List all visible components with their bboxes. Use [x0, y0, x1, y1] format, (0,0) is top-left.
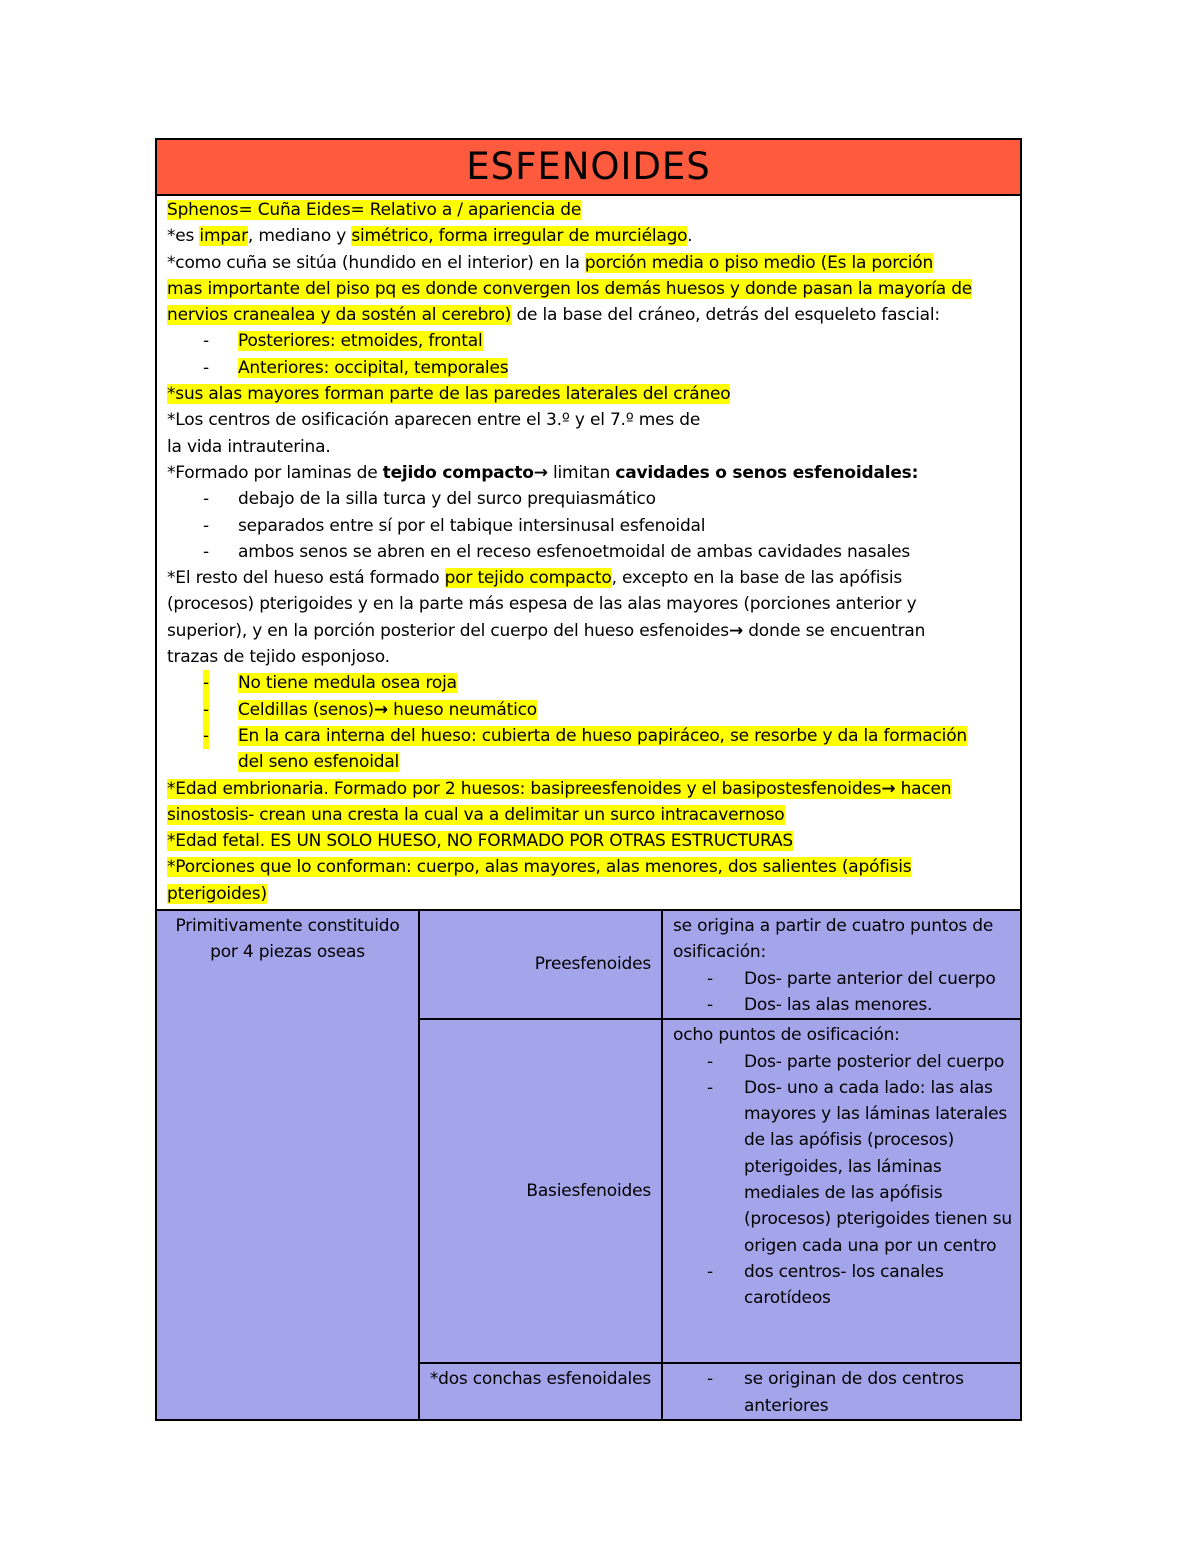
text: la vida intrauterina.	[167, 436, 331, 457]
text: *Edad embrionaria. Formado por 2 huesos: basipreesfenoides y el basipostesfenoides	[167, 778, 882, 799]
highlight: sinostosis- crean una cresta la cual va a delimitar un surco intracavernoso	[167, 804, 785, 825]
line-importante	[167, 276, 1010, 302]
highlight: nervios cranealea y da sostén al cerebro)	[167, 305, 512, 326]
preesfenoides-item-2	[673, 992, 1014, 1018]
text: ambos senos se abren en el receso esfenoetmoidal de ambas cavidades nasales	[238, 541, 911, 562]
highlight: simétrico, forma irregular de murciélago	[351, 226, 688, 247]
line-nervios	[167, 302, 1010, 328]
line-etymology	[167, 197, 1010, 223]
text: hacen	[895, 778, 952, 799]
arrow-icon: →	[373, 699, 388, 720]
text: *Los centros de osificación aparecen entre el 3.º y el 7.º mes de	[167, 410, 701, 431]
line-formado	[167, 460, 1010, 486]
basiesfenoides-label: Basiesfenoides	[526, 1181, 651, 1202]
highlight: En la cara interna del hueso: cubierta de hueso papiráceo, se resorbe y da la formación	[238, 725, 967, 746]
bullet-dash: -	[203, 541, 209, 562]
title-cell	[156, 139, 1021, 195]
text: Dos- parte posterior del cuerpo	[744, 1051, 1005, 1072]
bullet-dash: -	[707, 968, 713, 989]
highlight: No tiene medula osea roja	[238, 673, 457, 694]
bullet-dash: -	[707, 1051, 713, 1072]
text: dos centros- los canales carotídeos	[744, 1261, 944, 1309]
bullet-dash: -	[203, 697, 209, 723]
highlight: porción media o piso medio (Es la porción	[584, 252, 934, 273]
highlight: impar	[199, 226, 248, 247]
basiesfenoides-item-2	[673, 1075, 1014, 1259]
page-title: ESFENOIDES	[466, 145, 711, 188]
line-superior	[167, 618, 1010, 644]
text: *Formado por laminas de	[167, 462, 383, 483]
line-vida	[167, 434, 1010, 460]
line-trazas	[167, 644, 1010, 670]
line-procesos	[167, 591, 1010, 617]
primitive-cell	[156, 910, 419, 1420]
bullet-celdillas	[167, 697, 1010, 723]
highlight: mas importante del piso pq es donde convergen los demás huesos y donde pasan la mayoría de	[167, 278, 973, 299]
text: limitan	[547, 462, 616, 483]
text: *es	[167, 226, 200, 247]
bullet-dash: -	[707, 1077, 713, 1098]
conchas-item-1	[673, 1366, 1014, 1419]
text: superior), y en la porción posterior del cuerpo del hueso esfenoides	[167, 620, 729, 641]
bullet-dash: -	[203, 357, 209, 378]
highlight: del seno esfenoidal	[238, 752, 400, 773]
text: de la base del cráneo, detrás del esqueleto fascial:	[511, 305, 940, 326]
bullet-separados	[167, 513, 1010, 539]
line-cuna	[167, 250, 1010, 276]
bullet-dash: -	[707, 994, 713, 1015]
basiesfenoides-detail-cell	[662, 1019, 1021, 1363]
conchas-detail-cell	[662, 1363, 1021, 1420]
text: , mediano y	[247, 226, 352, 247]
text: Celdillas (senos)	[238, 699, 374, 720]
line-centros	[167, 407, 1010, 433]
preesfenoides-detail-cell	[662, 910, 1021, 1019]
basiesfenoides-item-3	[673, 1259, 1014, 1312]
line-alas	[167, 381, 1010, 407]
esfenoides-table	[155, 138, 1022, 1421]
preesfenoides-label: Preesfenoides	[534, 954, 651, 975]
text: , excepto en la base de las apófisis	[611, 568, 903, 589]
preesfenoides-intro: se origina a partir de cuatro puntos de osificación:	[673, 916, 994, 963]
bullet-posteriores	[167, 328, 1010, 354]
arrow-icon: →	[533, 462, 548, 483]
highlight: Posteriores: etmoides, frontal	[238, 331, 483, 352]
bullet-anteriores	[167, 355, 1010, 381]
line-impar	[167, 223, 1010, 249]
line-sinostosis	[167, 802, 1010, 828]
text: .	[687, 226, 693, 247]
text: (procesos) pterigoides y en la parte más espesa de las alas mayores (porciones anterior y	[167, 594, 917, 615]
preesfenoides-name-cell	[419, 910, 662, 1019]
text: trazas de tejido esponjoso.	[167, 647, 390, 668]
arrow-icon: →	[728, 620, 744, 641]
text: Dos- uno a cada lado: las alas mayores y las láminas laterales de las apófisis (procesos) pterigoides, las láminas mediales de las apófisis (procesos) pterigoides tienen su origen cada una por un centro	[744, 1077, 1012, 1256]
bold-text: cavidades o senos esfenoidales:	[615, 462, 919, 483]
line-pterigoides	[167, 881, 1010, 907]
bullet-dash: -	[203, 489, 209, 510]
conchas-label: *dos conchas esfenoidales	[429, 1369, 651, 1390]
highlight	[238, 700, 537, 720]
bullet-cara-interna-cont	[167, 749, 1010, 775]
text: *como cuña se sitúa (hundido en el interior) en la	[167, 252, 585, 273]
highlight: *Porciones que lo conforman: cuerpo, alas mayores, alas menores, dos salientes (apófisis	[167, 857, 912, 878]
primitive-label: Primitivamente constituido por 4 piezas oseas	[175, 916, 400, 963]
text: debajo de la silla turca y del surco prequiasmático	[238, 489, 656, 510]
basiesfenoides-intro: ocho puntos de osificación:	[673, 1025, 900, 1046]
line-embrionaria	[167, 776, 1010, 802]
text: Dos- parte anterior del cuerpo	[744, 968, 996, 989]
line-resto	[167, 565, 1010, 591]
highlight: pterigoides)	[167, 883, 267, 904]
bullet-cara-interna	[167, 723, 1010, 749]
arrow-icon: →	[881, 778, 896, 799]
basiesfenoides-item-1	[673, 1049, 1014, 1075]
text: Dos- las alas menores.	[744, 994, 933, 1015]
highlight: Anteriores: occipital, temporales	[238, 357, 509, 378]
basiesfenoides-name-cell	[419, 1019, 662, 1363]
line-fetal	[167, 828, 1010, 854]
highlight: *Edad fetal. ES UN SOLO HUESO, NO FORMADO POR OTRAS ESTRUCTURAS	[167, 831, 793, 852]
highlight: *sus alas mayores forman parte de las paredes laterales del cráneo	[167, 384, 731, 405]
preesfenoides-item-1	[673, 966, 1014, 992]
bullet-dash: -	[203, 515, 209, 536]
bullet-dash: -	[203, 331, 209, 352]
text: donde se encuentran	[743, 620, 926, 641]
bullet-silla	[167, 486, 1010, 512]
text: *El resto del hueso está formado	[167, 568, 445, 589]
highlight: por tejido compacto	[444, 568, 612, 589]
highlight: Sphenos= Cuña Eides= Relativo a / apariencia de	[167, 200, 582, 220]
bullet-dash: -	[203, 670, 209, 696]
bold-text: tejido compacto	[382, 462, 534, 483]
text: se originan de dos centros anteriores	[744, 1369, 964, 1416]
text: hueso neumático	[387, 699, 537, 720]
highlight	[167, 779, 951, 799]
notes-cell	[156, 195, 1021, 910]
bullet-medula	[167, 670, 1010, 696]
conchas-name-cell	[419, 1363, 662, 1420]
bullet-ambos	[167, 539, 1010, 565]
text: separados entre sí por el tabique intersinusal esfenoidal	[238, 515, 706, 536]
bullet-dash: -	[203, 723, 209, 749]
bullet-dash: -	[707, 1369, 713, 1390]
bullet-dash: -	[707, 1261, 713, 1282]
line-porciones	[167, 854, 1010, 880]
